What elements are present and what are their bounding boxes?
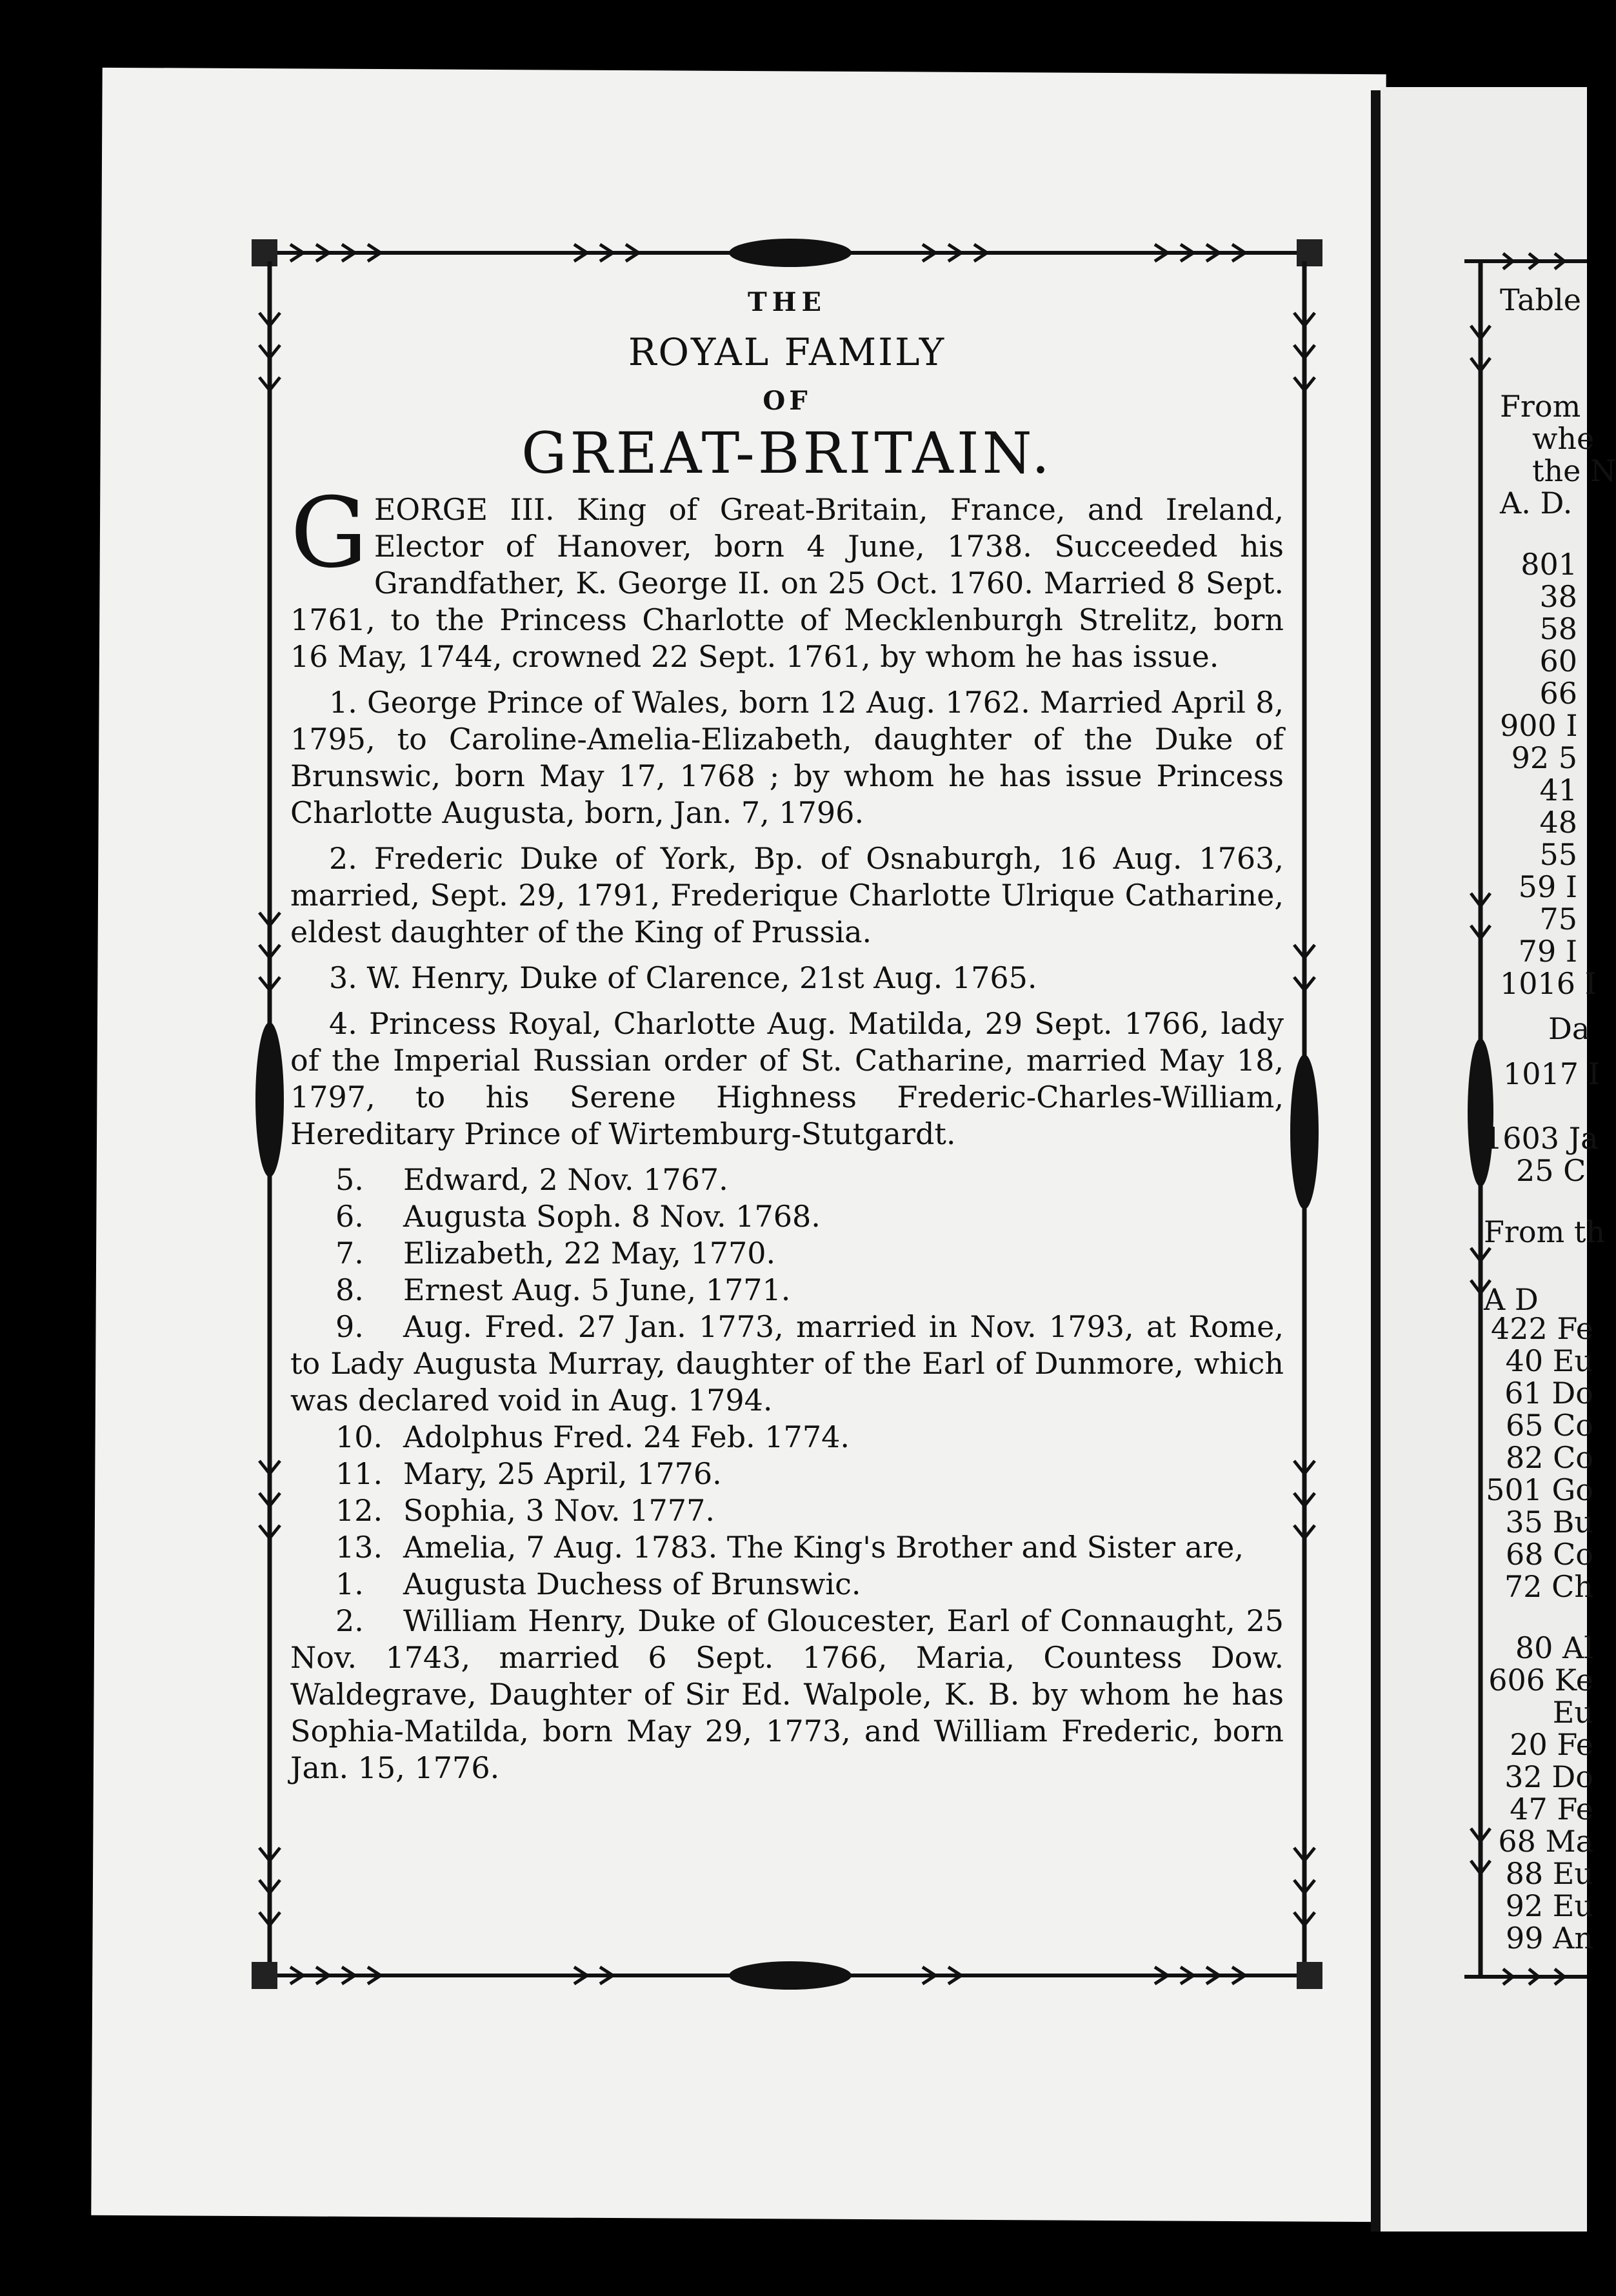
list-item: 1. Augusta Duchess of Brunswic. (335, 1567, 861, 1601)
drop-cap: G (290, 477, 368, 589)
right-page-years-c: 1603 Ja 25 C (1484, 1121, 1599, 1188)
ornament-border-right (1286, 235, 1322, 1993)
intro-text: EORGE III. King of Great-Britain, France, and Ireland, Elector of Hanover, born 4 June, 1738. Succeeded his Grandfather, K. George II. on 25 Oct. 1760. Married 8 Sept. 1761, to the Princess Charlotte of Mecklenburgh Strelitz, born 16 May, 1744, crowned 22 Sept. 1761, by whom he has issue. (290, 492, 1284, 674)
list-item: 8. Ernest Aug. 5 June, 1771. (335, 1272, 791, 1307)
children-list (290, 1162, 1284, 1786)
paragraph-prince-of-wales: 1. George Prince of Wales, born 12 Aug. 1762. Married April 8, 1795, to Caroline-Amelia-Elizabeth, daughter of the Duke of Brunswic, born May 17, 1768 ; by whom he has issue Princess Charlotte Augusta, born, Jan. 7, 1796. (290, 685, 1284, 830)
ornament-border-bottom (252, 1958, 1322, 1993)
right-page-from-th: From th (1484, 1214, 1605, 1249)
right-page-header: Table (1500, 282, 1581, 317)
page-content (290, 281, 1284, 1786)
list-item: 7. Elizabeth, 22 May, 1770. (335, 1236, 776, 1271)
intro-paragraph (290, 477, 1284, 675)
paragraph-duke-of-clarence: 3. W. Henry, Duke of Clarence, 21st Aug. 1765. (329, 960, 1037, 995)
ornament-border-top (252, 235, 1322, 270)
right-page-ad: A D (1484, 1282, 1539, 1317)
title-royal-family: ROYAL FAMILY (628, 330, 946, 374)
right-page-da: Da (1548, 1011, 1590, 1046)
right-page-text: From whe the N A. D. (1500, 389, 1616, 520)
list-item: 2. William Henry, Duke of Gloucester, Earl of Connaught, 25 Nov. 1743, married 6 Sept. 1766, Maria, Countess Dow. Waldegrave, Daughter of Sir Ed. Walpole, K. B. by whom he has Sophia-Matilda, born May 29, 1773, and William Frederic, born Jan. 15, 1776. (290, 1603, 1284, 1785)
ornamental-frame (252, 235, 1322, 1993)
title-the: THE (747, 287, 827, 317)
paragraph-duke-of-york: 2. Frederic Duke of York, Bp. of Osnaburgh, 16 Aug. 1763, married, Sept. 29, 1791, Frederique Charlotte Ulrique Catharine, eldest daughter of the King of Prussia. (290, 841, 1284, 949)
list-item: 13. Amelia, 7 Aug. 1783. The King's Brother and Sister are, (335, 1530, 1244, 1565)
list-item: 11. Mary, 25 April, 1776. (335, 1456, 722, 1491)
paragraph-princess-royal: 4. Princess Royal, Charlotte Aug. Matilda, 29 Sept. 1766, lady of the Imperial Russian order of St. Catharine, married May 18, 1797, to his Serene Highness Frederic-Charles-William, Hereditary Prince of Wirtemburg-Stutgardt. (290, 1006, 1284, 1151)
title-of: OF (763, 386, 812, 416)
right-ornament-top (1464, 248, 1587, 274)
list-item: 6. Augusta Soph. 8 Nov. 1768. (335, 1199, 821, 1234)
right-page-years-a: 801 38 58 60 66 900 I 92 5 41 48 55 59 I 75 79 I 1016 I (1500, 547, 1597, 1001)
document-body (290, 477, 1284, 1786)
list-item: 5. Edward, 2 Nov. 1767. (335, 1162, 728, 1197)
ornament-border-left (252, 235, 288, 1993)
right-page-years-b: 1017 I (1503, 1056, 1600, 1091)
right-ornament-bottom (1464, 1964, 1587, 1990)
page-title: GREAT-BRITAIN. (521, 420, 1053, 486)
list-item: 10. Adolphus Fred. 24 Feb. 1774. (335, 1420, 850, 1454)
list-item: 9. Aug. Fred. 27 Jan. 1773, married in Nov. 1793, at Rome, to Lady Augusta Murray, daughter of the Earl of Dunmore, which was declared void in Aug. 1794. (290, 1309, 1284, 1418)
list-item: 12. Sophia, 3 Nov. 1777. (335, 1493, 715, 1528)
right-page-years-e: 80 Al 606 Ke Eu 20 Fe 32 Do 47 Fe 68 Ma 88 Eu 92 Eu 99 An (1488, 1630, 1593, 1955)
right-page-years-d: 422 Fe 40 Eu 61 Do 65 Co 82 Co 501 Go 35 Bu 68 Co 72 Ch (1486, 1311, 1593, 1604)
